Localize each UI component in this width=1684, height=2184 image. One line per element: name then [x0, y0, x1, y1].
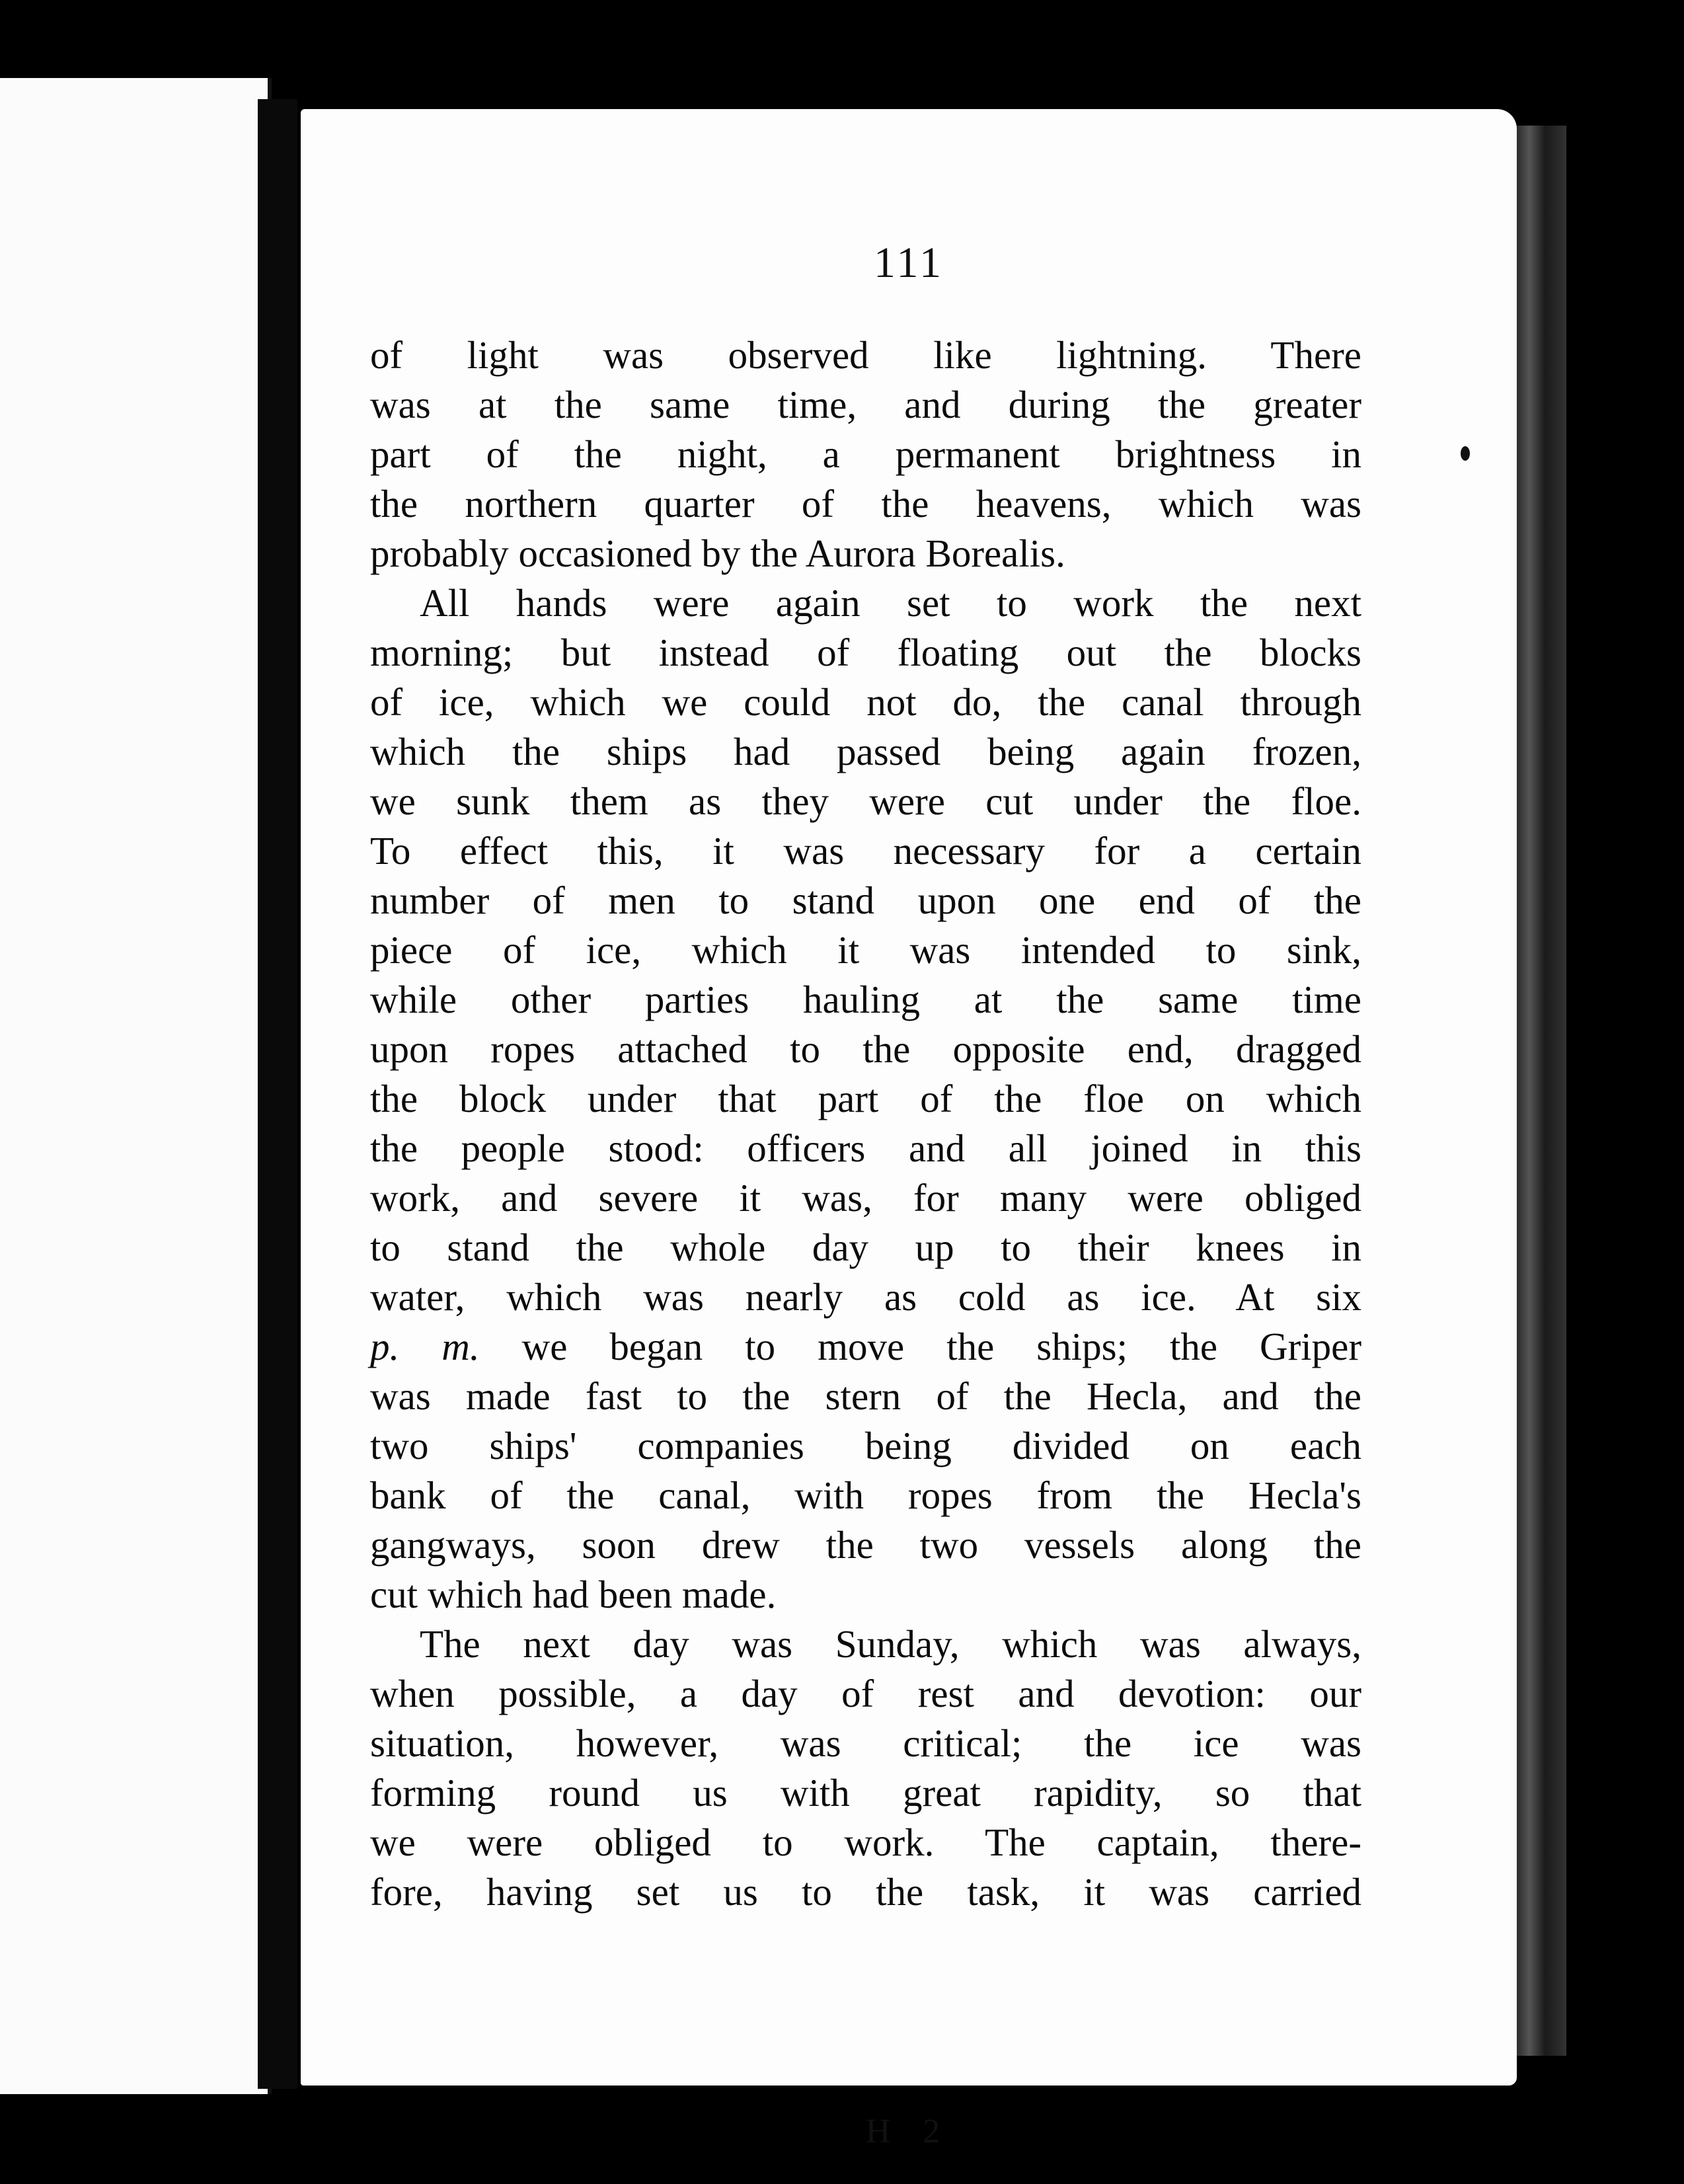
text-line: fore, having set us to the task, it was carried — [370, 1870, 1361, 1914]
text-line: upon ropes attached to the opposite end, dragged — [370, 1027, 1361, 1071]
text-line: the block under that part of the floe on which — [370, 1077, 1361, 1120]
text-line: the people stood: officers and all joined in this — [370, 1126, 1361, 1170]
text-line: we were obliged to work. The captain, there- — [370, 1820, 1361, 1864]
text-line: gangways, soon drew the two vessels along the — [370, 1523, 1361, 1567]
text-line: number of men to stand upon one end of the — [370, 878, 1361, 922]
text-line: while other parties hauling at the same time — [370, 978, 1361, 1021]
left-page-edge — [0, 78, 272, 2094]
text-line: probably occasioned by the Aurora Borealis. — [370, 531, 1065, 575]
text-line: cut which had been made. — [370, 1573, 777, 1616]
text-line: of light was observed like lightning. There — [370, 333, 1361, 377]
text-line: two ships' companies being divided on each — [370, 1424, 1361, 1467]
text-line: was at the same time, and during the greater — [370, 383, 1361, 426]
text-line: To effect this, it was necessary for a certain — [370, 829, 1361, 873]
text-line: when possible, a day of rest and devotion: our — [370, 1672, 1361, 1715]
text-line: forming round us with great rapidity, so that — [370, 1771, 1361, 1814]
text-line: All hands were again set to work the next — [420, 581, 1361, 625]
text-line: morning; but instead of floating out the blocks — [370, 631, 1361, 674]
text-line: p. m. we began to move the ships; the Griper — [370, 1325, 1361, 1368]
text-line: part of the night, a permanent brightness in — [370, 432, 1361, 476]
page-edge-strip — [1513, 126, 1566, 2056]
text-line: the northern quarter of the heavens, which was — [370, 482, 1361, 526]
text-line: water, which was nearly as cold as ice. At six — [370, 1275, 1361, 1319]
page-number: 111 — [873, 239, 944, 287]
text-line: bank of the canal, with ropes from the Hecla's — [370, 1473, 1361, 1517]
text-line: was made fast to the stern of the Hecla, and the — [370, 1374, 1361, 1418]
signature-mark: H 2 — [865, 2113, 952, 2150]
text-line: we sunk them as they were cut under the floe. — [370, 779, 1361, 823]
book-page — [301, 109, 1517, 2150]
text-line: to stand the whole day up to their knees in — [370, 1226, 1361, 1269]
text-line: which the ships had passed being again frozen, — [370, 730, 1361, 773]
body-text — [370, 331, 1361, 1917]
text-line: The next day was Sunday, which was always, — [420, 1622, 1361, 1666]
text-line: of ice, which we could not do, the canal through — [370, 680, 1361, 724]
book-gutter — [258, 99, 297, 2089]
text-line: situation, however, was critical; the ice was — [370, 1721, 1361, 1765]
ink-speck — [1461, 446, 1470, 461]
text-line: work, and severe it was, for many were obliged — [370, 1176, 1361, 1220]
text-line: piece of ice, which it was intended to sink, — [370, 928, 1361, 972]
